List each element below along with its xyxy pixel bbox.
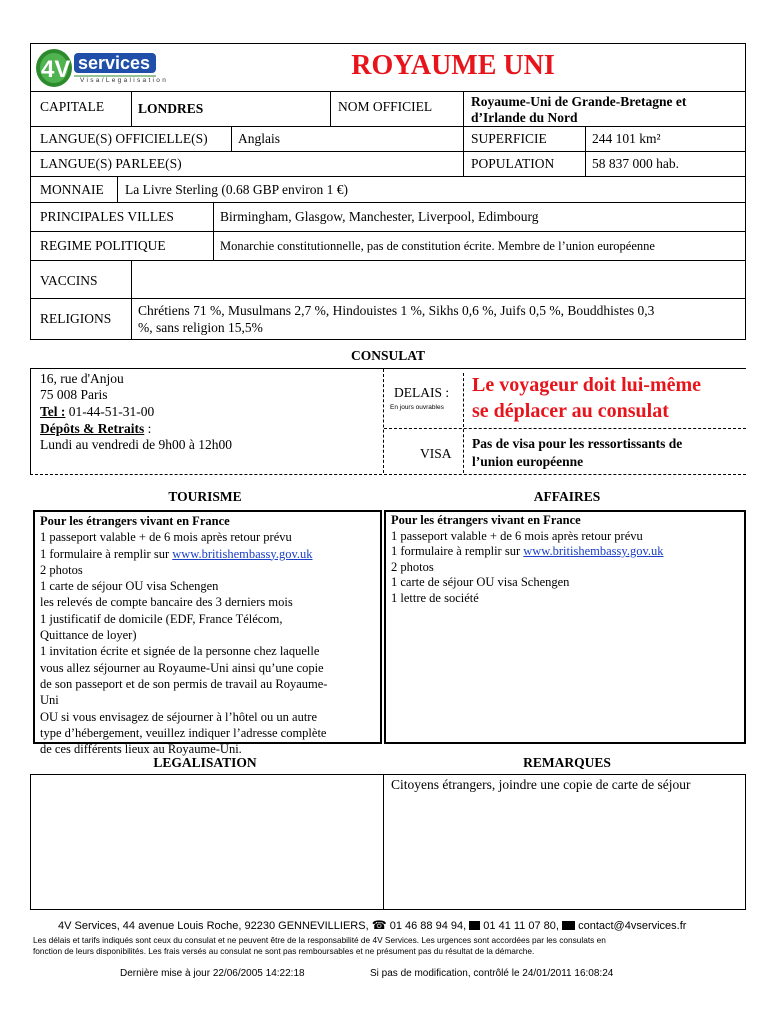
nom-officiel-value-1: Royaume-Uni de Grande-Bretagne et <box>471 94 687 109</box>
tourisme-line: Uni <box>40 693 59 708</box>
affaires-title: AFFAIRES <box>533 489 601 504</box>
tourisme-line: 1 carte de séjour OU visa Schengen <box>40 579 219 594</box>
footer-email[interactable]: contact@4vservices.fr <box>578 920 687 932</box>
tourisme-line: de son passeport et de son permis de travail au Royaume- <box>40 676 328 691</box>
affaires-line: 1 carte de séjour OU visa Schengen <box>391 575 570 590</box>
footer-phone: 01 46 88 94 94, <box>389 920 467 932</box>
tourisme-line-formulaire: 1 formulaire à remplir sur www.britishembassy.gov.uk <box>40 546 313 561</box>
langues-officielles-label: LANGUE(S) OFFICIELLE(S) <box>40 131 208 146</box>
regime-label: REGIME POLITIQUE <box>40 238 166 253</box>
affaires-line: 1 passeport valable + de 6 mois après retour prévu <box>391 528 643 543</box>
vaccins-row <box>30 260 746 299</box>
visa-label: VISA <box>420 446 452 461</box>
visa-value-2: l’union européenne <box>472 454 584 469</box>
tourisme-content <box>40 513 378 757</box>
affaires-line: 2 photos <box>391 559 434 574</box>
consulat-hours: Lundi au vendredi de 9h00 à 12h00 <box>40 437 232 452</box>
logo-tagline: Visa/Legalisation <box>80 77 169 84</box>
tourisme-line: 1 justificatif de domicile (EDF, France Télécom, <box>40 611 283 626</box>
regime-value: Monarchie constitutionnelle, pas de constitution écrite. Membre de l’union européenne <box>220 239 655 253</box>
footer-contact <box>58 918 686 932</box>
logo <box>34 46 169 90</box>
remarques-title: REMARQUES <box>523 755 611 770</box>
population-label: POPULATION <box>471 156 555 171</box>
religions-value-2: %, sans religion 15,5% <box>138 320 263 335</box>
capitale-value: LONDRES <box>138 101 204 116</box>
superficie-value: 244 101 km² <box>592 131 661 146</box>
religions-value-1: Chrétiens 71 %, Musulmans 2,7 %, Hindouistes 1 %, Sikhs 0,6 %, Juifs 0,5 %, Bouddhistes 0,3 <box>138 303 655 318</box>
tourisme-line: type d’hébergement, veuillez indiquer l’adresse complète <box>40 725 327 740</box>
svg-text:services: services <box>78 53 151 73</box>
tel-value: 01-44-51-31-00 <box>65 404 155 419</box>
mail-icon <box>562 921 575 930</box>
delais-value-2: se déplacer au consulat <box>472 400 669 422</box>
consulat-address-1: 16, rue d'Anjou <box>40 371 124 386</box>
footer-fax: 01 41 11 07 80, <box>483 920 559 932</box>
tourisme-line: OU si vous envisagez de séjourner à l’hôtel ou un autre <box>40 709 318 724</box>
tourisme-line: les relevés de compte bancaire des 3 derniers mois <box>40 595 293 610</box>
footer-updated: Dernière mise à jour 22/06/2005 14:22:18 <box>120 968 305 979</box>
affaires-line-formulaire: 1 formulaire à remplir sur www.britishembassy.gov.uk <box>391 544 664 559</box>
delais-label: DELAIS : <box>394 385 450 400</box>
tourisme-line: de ces différents lieux au Royaume-Uni. <box>40 742 242 757</box>
capitale-label: CAPITALE <box>40 99 105 114</box>
footer-address: 4V Services, 44 avenue Louis Roche, 92230 GENNEVILLIERS, <box>58 920 369 932</box>
langues-parlees-label: LANGUE(S) PARLEE(S) <box>40 156 182 171</box>
depots-label: Dépôts & Retraits <box>40 421 145 436</box>
villes-value: Birmingham, Glasgow, Manchester, Liverpool, Edimbourg <box>220 209 539 224</box>
tourisme-line: vous allez séjourner au Royaume-Uni ainsi qu’une copie <box>40 660 324 675</box>
consulat-tel <box>40 404 154 420</box>
tourisme-title: TOURISME <box>168 489 242 504</box>
consulat-address-2: 75 008 Paris <box>40 387 108 402</box>
legalisation-title: LEGALISATION <box>153 755 257 770</box>
tourisme-heading: Pour les étrangers vivant en France <box>40 514 230 528</box>
legalisation-box <box>30 774 384 910</box>
svg-text:4V: 4V <box>41 56 71 83</box>
visa-value-1: Pas de visa pour les ressortissants de <box>472 436 683 451</box>
monnaie-label: MONNAIE <box>40 182 104 197</box>
consulat-depots <box>40 421 151 437</box>
affaires-line: 1 lettre de société <box>391 590 479 605</box>
affaires-content <box>391 513 743 607</box>
footer-disclaimer-2: fonction de leurs disponibilités. Les frais versés au consulat ne sont pas remboursables et ne présument pas du résultat de la démarche. <box>33 946 535 956</box>
delais-sub: En jours ouvrables <box>390 404 444 411</box>
tel-label: Tel : <box>40 404 66 419</box>
religions-label: RELIGIONS <box>40 311 112 326</box>
vaccins-label: VACCINS <box>40 273 98 288</box>
monnaie-value: La Livre Sterling (0.68 GBP environ 1 €) <box>125 182 348 197</box>
tourisme-embassy-link[interactable]: www.britishembassy.gov.uk <box>172 546 313 561</box>
nom-officiel-value-2: d’Irlande du Nord <box>471 110 578 125</box>
footer-checked: Si pas de modification, contrôlé le 24/01/2011 16:08:24 <box>370 968 614 979</box>
delais-value-1: Le voyageur doit lui-même <box>472 374 702 396</box>
affaires-heading: Pour les étrangers vivant en France <box>391 513 581 527</box>
tourisme-line: 1 invitation écrite et signée de la personne chez laquelle <box>40 644 320 659</box>
depots-sep: : <box>144 421 152 436</box>
phone-icon: ☎ <box>371 918 387 932</box>
affaires-embassy-link[interactable]: www.britishembassy.gov.uk <box>523 544 664 559</box>
tourisme-line: 2 photos <box>40 562 83 577</box>
langues-officielles-value: Anglais <box>238 131 280 146</box>
tourisme-line: 1 passeport valable + de 6 mois après retour prévu <box>40 530 292 545</box>
superficie-label: SUPERFICIE <box>471 131 547 146</box>
population-value: 58 837 000 hab. <box>592 156 679 171</box>
remarques-box <box>383 774 746 910</box>
nom-officiel-label: NOM OFFICIEL <box>338 99 433 114</box>
consulat-title: CONSULAT <box>350 348 425 363</box>
footer-disclaimer-1: Les délais et tarifs indiqués sont ceux du consulat et ne peuvent être de la responsabilité de 4V Services. Les urgences sont accordées par les consulats en <box>33 935 606 945</box>
villes-label: PRINCIPALES VILLES <box>40 209 174 224</box>
page-title: ROYAUME UNI <box>351 50 555 81</box>
fax-icon <box>469 921 480 930</box>
remarques-text: Citoyens étrangers, joindre une copie de carte de séjour <box>391 777 691 792</box>
tourisme-line: Quittance de loyer) <box>40 628 137 643</box>
